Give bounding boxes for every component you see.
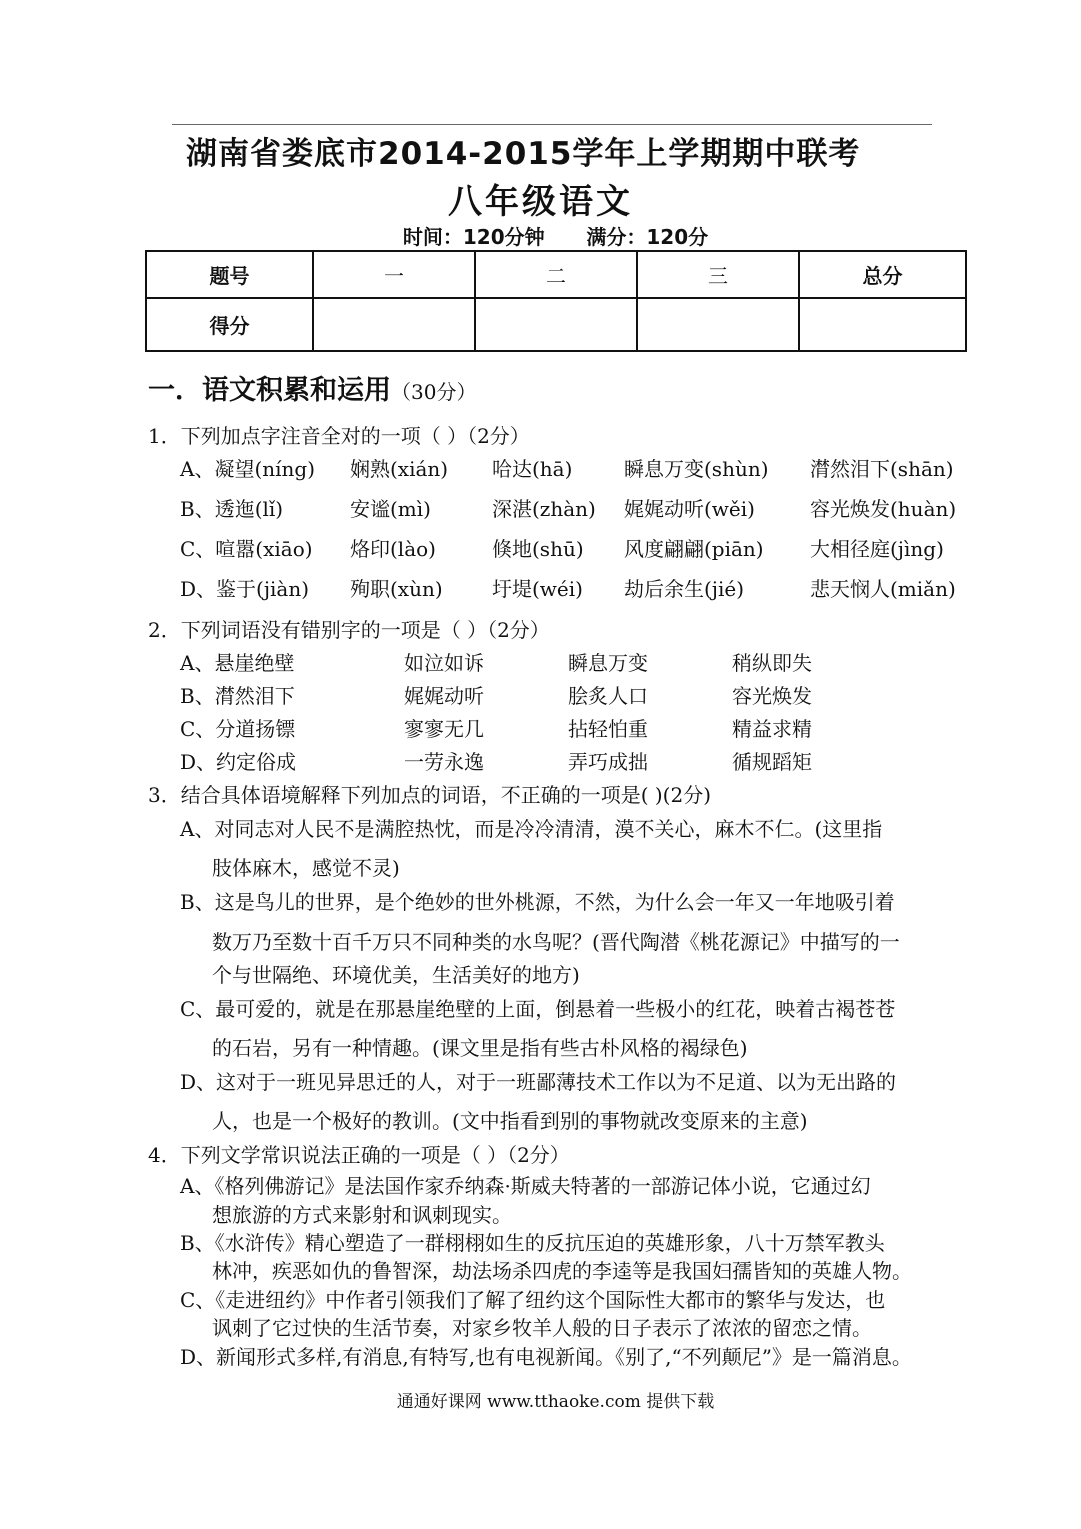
score-table-label-question: 题号 xyxy=(146,251,313,298)
score-table-col-3: 三 xyxy=(637,251,799,298)
q1-option: 劫后余生(jié) xyxy=(624,577,745,601)
q2-option: 一劳永逸 xyxy=(404,750,484,774)
q3-stem: 3．结合具体语境解释下列加点的词语，不正确的一项是( )(2分) xyxy=(148,783,712,807)
q2-option: C、分道扬镖 xyxy=(180,717,296,741)
q4-option-d: D、新闻形式多样,有消息,有特写,也有电视新闻。《别了,“不列颠尼”》是一篇消息。 xyxy=(180,1345,912,1369)
score-table-col-total: 总分 xyxy=(799,251,966,298)
score-table-col-2: 二 xyxy=(475,251,637,298)
q4-option-c-cont: 讽刺了它过快的生活节奏，对家乡牧羊人般的日子表示了浓浓的留恋之情。 xyxy=(212,1316,872,1340)
q1-option: 潸然泪下(shān) xyxy=(810,457,954,481)
q3-option-a: A、对同志对人民不是满腔热忱，而是冷冷清清，漠不关心，麻木不仁。(这里指 xyxy=(180,817,883,841)
q4-option-b-cont: 林冲，疾恶如仇的鲁智深，劫法场杀四虎的李逵等是我国妇孺皆知的英雄人物。 xyxy=(212,1259,912,1283)
q4-option-c: C、《走进纽约》中作者引领我们了解了纽约这个国际性大都市的繁华与发达，也 xyxy=(180,1288,886,1312)
q1-option: 倏地(shū) xyxy=(492,537,584,561)
q1-option: 瞬息万变(shùn) xyxy=(624,457,769,481)
q3-option-a-cont: 肢体麻木，感觉不灵) xyxy=(212,856,400,880)
q1-option: 娴熟(xián) xyxy=(350,457,449,481)
header-rule xyxy=(172,124,932,125)
q1-option: 风度翩翩(piān) xyxy=(624,537,764,561)
q2-option: 如泣如诉 xyxy=(404,651,484,675)
q3-option-c: C、最可爱的，就是在那悬崖绝壁的上面，倒悬着一些极小的红花，映着古褐苍苍 xyxy=(180,997,896,1021)
section-heading xyxy=(148,368,476,407)
q2-option: 容光焕发 xyxy=(732,684,812,708)
q1-stem: 1．下列加点字注音全对的一项（ ）（2分） xyxy=(148,424,530,448)
q1-option: C、喧嚣(xiāo) xyxy=(180,537,313,561)
section-title: 一．语文积累和运用 xyxy=(148,375,391,406)
q1-option: 圩堤(wéi) xyxy=(492,577,583,601)
q4-option-a: A、《格列佛游记》是法国作家乔纳森·斯威夫特著的一部游记体小说，它通过幻 xyxy=(180,1174,871,1198)
q4-stem: 4．下列文学常识说法正确的一项是（ ）（2分） xyxy=(148,1143,570,1167)
q2-option: 娓娓动听 xyxy=(404,684,484,708)
q2-option: A、悬崖绝壁 xyxy=(180,651,295,675)
score-table xyxy=(145,250,967,352)
footer-source: 通通好课网 www.tthaoke.com 提供下载 xyxy=(396,1392,715,1412)
q2-option: 循规蹈矩 xyxy=(732,750,812,774)
score-cell-1 xyxy=(313,298,475,351)
q2-option: 弄巧成拙 xyxy=(568,750,648,774)
q2-option: 拈轻怕重 xyxy=(568,717,648,741)
q1-option: A、凝望(níng) xyxy=(180,457,316,481)
q4-option-b: B、《水浒传》精心塑造了一群栩栩如生的反抗压迫的英雄形象，八十万禁军教头 xyxy=(180,1231,885,1255)
q1-option: 安谧(mì) xyxy=(350,497,431,521)
q1-option: 大相径庭(jìng) xyxy=(810,537,944,561)
q3-option-c-cont: 的石岩，另有一种情趣。(课文里是指有些古朴风格的褐绿色) xyxy=(212,1036,748,1060)
q2-option: 脍炙人口 xyxy=(568,684,648,708)
score-cell-total xyxy=(799,298,966,351)
q1-option: 烙印(lào) xyxy=(350,537,436,561)
q2-option: D、约定俗成 xyxy=(180,750,297,774)
score-table-label-score: 得分 xyxy=(146,298,313,351)
q1-option: 悲天悯人(miǎn) xyxy=(810,577,956,601)
score-table-header-row xyxy=(146,251,966,298)
q2-stem: 2．下列词语没有错别字的一项是（ ）（2分） xyxy=(148,618,550,642)
q3-option-b-cont: 个与世隔绝、环境优美，生活美好的地方) xyxy=(212,963,580,987)
q2-option: 瞬息万变 xyxy=(568,651,648,675)
q1-option: 殉职(xùn) xyxy=(350,577,443,601)
q2-option: B、潸然泪下 xyxy=(180,684,295,708)
score-table-col-1: 一 xyxy=(313,251,475,298)
q3-option-b-cont: 数万乃至数十百千万只不同种类的水鸟呢？(晋代陶潜《桃花源记》中描写的一 xyxy=(212,930,900,954)
q1-option: 深湛(zhàn) xyxy=(492,497,596,521)
q2-option: 寥寥无几 xyxy=(404,717,484,741)
score-table-score-row xyxy=(146,298,966,351)
q3-option-d: D、这对于一班见异思迁的人，对于一班鄙薄技术工作以为不足道、以为无出路的 xyxy=(180,1070,897,1094)
exam-title: 湖南省娄底市2014-2015学年上学期期中联考 xyxy=(186,136,861,172)
q4-option-a-cont: 想旅游的方式来影射和讽刺现实。 xyxy=(212,1203,512,1227)
q3-option-b: B、这是鸟儿的世界，是个绝妙的世外桃源，不然，为什么会一年又一年地吸引着 xyxy=(180,890,895,914)
q1-option: 哈达(hā) xyxy=(492,457,573,481)
q3-option-d-cont: 人，也是一个极好的教训。(文中指看到别的事物就改变原来的主意) xyxy=(212,1109,808,1133)
exam-subtitle: 八年级语文 xyxy=(448,182,633,222)
q2-option: 精益求精 xyxy=(732,717,812,741)
q1-option: B、透迤(lǐ) xyxy=(180,497,284,521)
q1-option: 娓娓动听(wěi) xyxy=(624,497,755,521)
exam-time-score-info: 时间：120分钟 满分：120分 xyxy=(402,225,709,249)
score-cell-3 xyxy=(637,298,799,351)
score-cell-2 xyxy=(475,298,637,351)
q1-option: D、鉴于(jiàn) xyxy=(180,577,310,601)
q1-option: 容光焕发(huàn) xyxy=(810,497,957,521)
q2-option: 稍纵即失 xyxy=(732,651,812,675)
section-points: （30分） xyxy=(391,380,477,404)
